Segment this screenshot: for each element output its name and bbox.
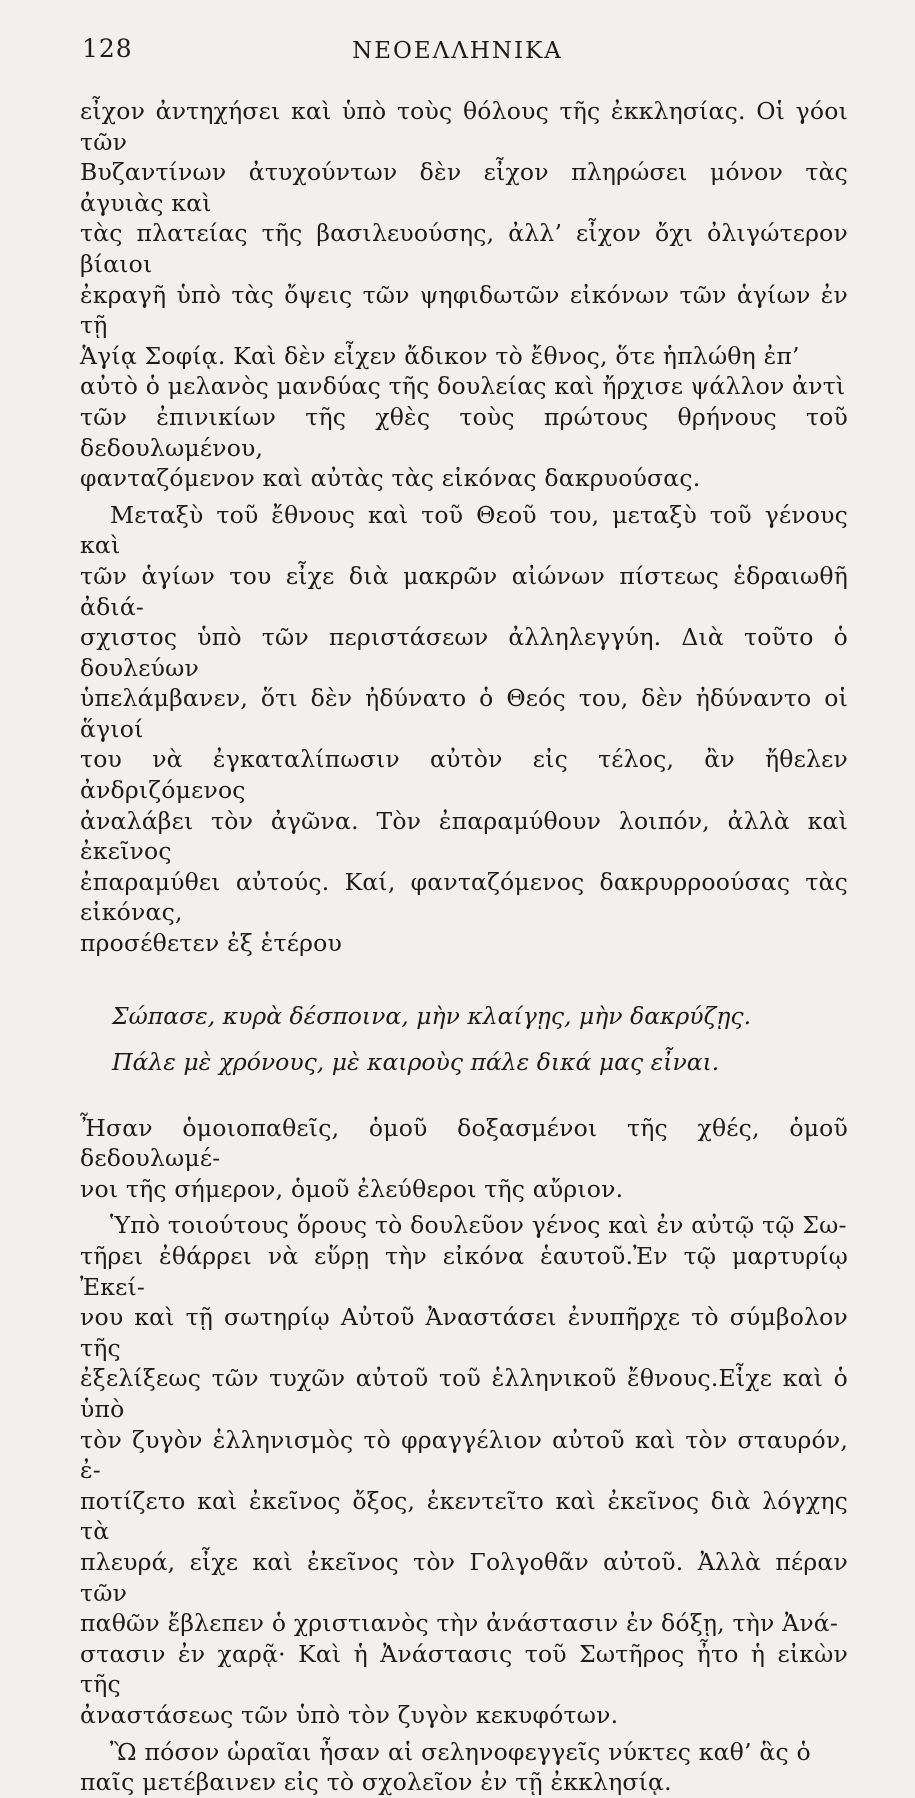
verse-line-2: Πάλε μὲ χρόνους, μὲ καιροὺς πάλε δικά μας εἶναι. (112, 1047, 720, 1076)
paragraph-3: Ἦσαν ὁμοιοπαθεῖς, ὁμοῦ δοξασμένοι τῆς χθές, ὁμοῦ δεδουλωμέ- νοι τῆς σήμερον, ὁμοῦ ἐλεύθεροι τῆς αὔριον. (80, 1113, 848, 1203)
page-number: 128 (82, 34, 133, 63)
paragraph-1: εἶχον ἀντηχήσει καὶ ὑπὸ τοὺς θόλους τῆς ἐκκλησίας. Οἱ γόοι τῶν Βυζαντίνων ἀτυχούντων δὲν εἶχον πληρώσει μόνον τὰς ἀγυιὰς καὶ τὰς πλατείας τῆς βασιλευούσης, ἀλλ’ εἶχον ὄχι ὀλιγώτερον βίαιοι ἐκραγῆ ὑπὸ τὰς ὄψεις τῶν ψηφιδωτῶν εἰκόνων τῶν ἁγίων ἐν τῇ Ἁγίᾳ Σοφίᾳ. Καὶ δὲν εἶχεν ἄδικον τὸ ἔθνος, ὅτε ἡπλώθη ἐπ’ αὐτὸ ὁ μελανὸς μανδύας τῆς δουλείας καὶ ἤρχισε ψάλλον ἀντὶ τῶν ἐπινικίων τῆς χθὲς τοὺς πρώτους θρήνους τοῦ δεδουλωμένου, φανταζόμενον καὶ αὐτὰς τὰς εἰκόνας δακρυούσας. (80, 97, 848, 493)
running-title: ΝΕΟΕΛΛΗΝΙΚΑ (352, 38, 563, 64)
paragraph-2: Μεταξὺ τοῦ ἔθνους καὶ τοῦ Θεοῦ του, μεταξὺ τοῦ γένους καὶ τῶν ἁγίων του εἶχε διὰ μακρῶν αἰώνων πίστεως ἑδραιωθῆ ἀδιά- σχιστος ὑπὸ τῶν περιστάσεων ἀλληλεγγύη. Διὰ τοῦτο ὁ δουλεύων ὑπελάμβανεν, ὅτι δὲν ἠδύνατο ὁ Θεός του, δὲν ἠδύναντο οἱ ἅγιοί του νὰ ἐγκαταλίπωσιν αὐτὸν εἰς τέλος, ἂν ἤθελεν ἀνδριζόμενος ἀναλάβει τὸν ἀγῶνα. Τὸν ἐπαραμύθουν λοιπόν, ἀλλὰ καὶ ἐκεῖνος ἐπαραμύθει αὐτούς. Καί, φανταζόμενος δακρυρροούσας τὰς εἰκόνας, προσέθετεν ἐξ ἑτέρου (80, 500, 848, 958)
paragraph-4: Ὑπὸ τοιούτους ὅρους τὸ δουλεῦον γένος καὶ ἐν αὐτῷ τῷ Σω- τῆρει ἐθάρρει νὰ εὕρῃ τὴν εἰκόνα ἑαυτοῦ.Ἐν τῷ μαρτυρίῳ Ἐκεί- νου καὶ τῇ σωτηρίῳ Αὐτοῦ Ἀναστάσει ἐνυπῆρχε τὸ σύμβολον τῆς ἐξελίξεως τῶν τυχῶν αὐτοῦ τοῦ ἑλληνικοῦ ἔθνους.Εἶχε καὶ ὁ ὑπὸ τὸν ζυγὸν ἑλληνισμὸς τὸ φραγγέλιον αὐτοῦ καὶ τὸν σταυρόν, ἐ- ποτίζετο καὶ ἐκεῖνος ὄξος, ἐκεντεῖτο καὶ ἐκεῖνος διὰ λόγχης τὰ πλευρά, εἶχε καὶ ἐκεῖνος τὸν Γολγοθᾶν αὐτοῦ. Ἀλλὰ πέραν τῶν παθῶν ἔβλεπεν ὁ χριστιανὸς τὴν ἀνάστασιν ἐν δόξῃ, τὴν Ἀνά- στασιν ἐν χαρᾷ· Καὶ ἡ Ἀνάστασις τοῦ Σωτῆρος ἦτο ἡ εἰκὼν τῆς ἀναστάσεως τῶν ὑπὸ τὸν ζυγὸν κεκυφότων. (80, 1211, 848, 1729)
verse-quote (112, 993, 848, 1085)
body-text (80, 96, 848, 1798)
running-header (0, 34, 915, 74)
verse-line-1: Σώπασε, κυρὰ δέσποινα, μὴν κλαίγῃς, μὴν δακρύζῃς. (112, 1001, 752, 1030)
paragraph-5: Ὢ πόσον ὡραῖαι ἦσαν αἱ σεληνοφεγγεῖς νύκτες καθ’ ἃς ὁ παῖς μετέβαινεν εἰς τὸ σχολεῖον ἐν τῇ ἐκκλησίᾳ. (80, 1737, 811, 1797)
